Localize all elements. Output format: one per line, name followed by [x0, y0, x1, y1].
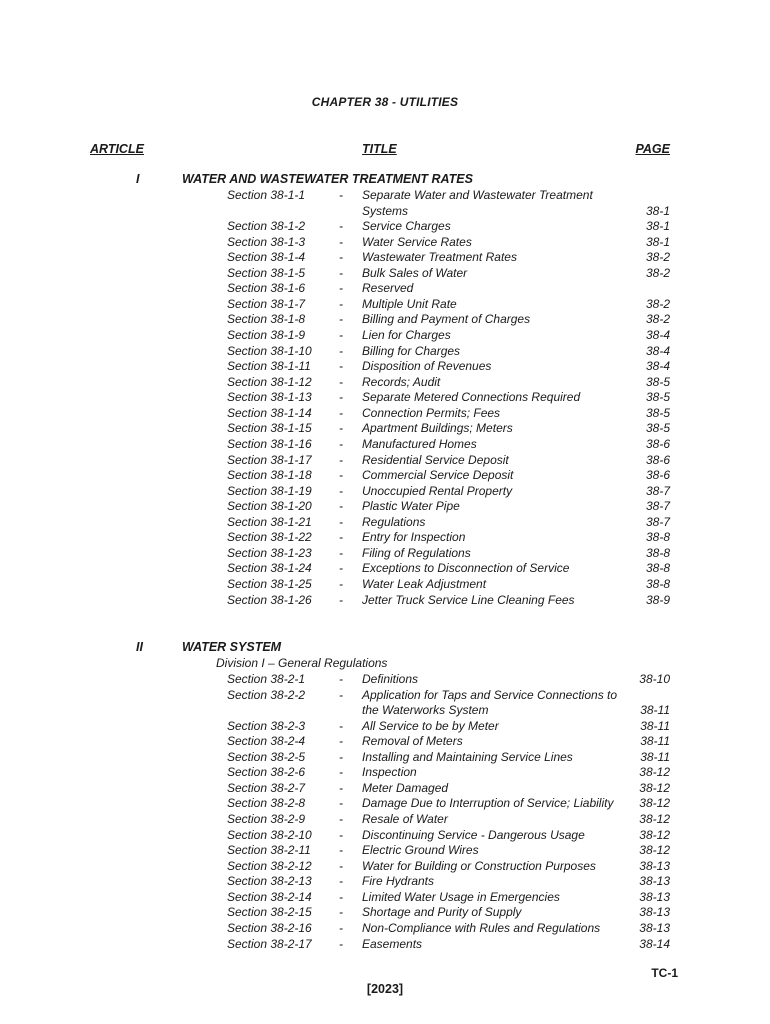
section-number: Section 38-2-10 [227, 827, 312, 842]
section-number: Section 38-1-16 [227, 436, 312, 451]
page-number: 38-11 [640, 718, 670, 733]
section-title: Unoccupied Rental Property [362, 483, 513, 498]
section-title: Commercial Service Deposit [362, 468, 514, 483]
section-number: Section 38-1-8 [227, 312, 306, 327]
chapter-title: CHAPTER 38 - UTILITIES [311, 95, 459, 109]
page-number: 38-11 [640, 703, 670, 718]
separator-dash: - [339, 281, 343, 296]
separator-dash: - [339, 188, 343, 202]
section-title: Reserved [362, 281, 414, 296]
separator-dash: - [339, 936, 343, 951]
toc-row [0, 359, 770, 375]
separator-dash: - [339, 889, 343, 904]
section-title: Connection Permits; Fees [362, 405, 501, 420]
toc-row [0, 188, 770, 204]
separator-dash: - [339, 765, 343, 780]
section-title: Exceptions to Disconnection of Service [362, 561, 570, 576]
toc-row [0, 890, 770, 906]
separator-dash: - [339, 734, 343, 749]
page-number: 38-14 [639, 936, 670, 951]
page-number: 38-2 [645, 265, 670, 280]
separator-dash: - [339, 234, 343, 249]
separator-dash: - [339, 687, 343, 702]
section-title: Billing for Charges [362, 343, 461, 358]
section-number: Section 38-2-6 [227, 765, 306, 780]
header-page: PAGE [635, 142, 670, 156]
section-number: Section 38-1-26 [227, 592, 312, 607]
section-title: Water Leak Adjustment [362, 577, 487, 591]
toc-row [0, 719, 770, 735]
article-2-number: II [136, 640, 143, 654]
section-number: Section 38-1-1 [227, 188, 306, 202]
page-number: 38-2 [645, 250, 670, 265]
toc-row [0, 468, 770, 484]
section-number: Section 38-2-15 [227, 905, 312, 920]
toc-row [0, 905, 770, 921]
page-number: 38-8 [645, 545, 670, 560]
section-title: Installing and Maintaining Service Lines [362, 749, 573, 764]
section-number: Section 38-1-10 [227, 343, 312, 358]
page-number: 38-12 [639, 796, 670, 811]
section-number: Section 38-2-16 [227, 920, 312, 935]
page-number: 38-11 [640, 734, 670, 749]
separator-dash: - [339, 827, 343, 842]
separator-dash: - [339, 843, 343, 858]
toc-row [0, 437, 770, 453]
separator-dash: - [339, 577, 343, 591]
section-title: Filing of Regulations [362, 545, 471, 560]
section-title: Entry for Inspection [362, 530, 466, 545]
section-title: Systems [362, 203, 409, 218]
toc-row [0, 204, 770, 220]
page-number: 38-13 [639, 874, 670, 889]
separator-dash: - [339, 296, 343, 311]
separator-dash: - [339, 530, 343, 545]
section-number: Section 38-1-17 [227, 452, 312, 467]
page-number: 38-6 [645, 436, 670, 451]
article-1-name: WATER AND WASTEWATER TREATMENT RATES [182, 172, 473, 186]
toc-row [0, 781, 770, 797]
toc-row [0, 921, 770, 937]
toc-row [0, 266, 770, 282]
page-number: 38-10 [639, 672, 670, 686]
footer-page-code: TC-1 [651, 966, 678, 980]
separator-dash: - [339, 343, 343, 358]
section-number: Section 38-2-7 [227, 780, 306, 795]
section-title: Billing and Payment of Charges [362, 312, 531, 327]
toc-row [0, 750, 770, 766]
section-title: Multiple Unit Rate [362, 296, 457, 311]
toc-row [0, 312, 770, 328]
section-number: Section 38-1-4 [227, 250, 306, 265]
section-number: Section 38-1-18 [227, 468, 312, 483]
page-number: 38-12 [639, 780, 670, 795]
page-number: 38-5 [645, 421, 670, 436]
section-number: Section 38-2-14 [227, 889, 312, 904]
toc-row [0, 546, 770, 562]
header-title: TITLE [362, 142, 397, 156]
section-title: All Service to be by Meter [362, 718, 499, 733]
section-number: Section 38-1-15 [227, 421, 312, 436]
section-number: Section 38-1-9 [227, 328, 306, 343]
section-title: Fire Hydrants [362, 874, 435, 889]
separator-dash: - [339, 514, 343, 529]
section-title: Electric Ground Wires [362, 843, 479, 858]
separator-dash: - [339, 359, 343, 374]
section-number: Section 38-1-24 [227, 561, 312, 576]
toc-row [0, 421, 770, 437]
separator-dash: - [339, 812, 343, 827]
toc-row [0, 703, 770, 719]
section-number: Section 38-1-6 [227, 281, 306, 296]
page-number: 38-7 [645, 483, 670, 498]
separator-dash: - [339, 436, 343, 451]
section-number: Section 38-1-19 [227, 483, 312, 498]
section-title: Non-Compliance with Rules and Regulations [362, 920, 601, 935]
section-number: Section 38-1-5 [227, 265, 306, 280]
section-number: Section 38-1-25 [227, 577, 312, 591]
section-title: Water Service Rates [362, 234, 472, 249]
section-number: Section 38-2-17 [227, 936, 312, 951]
section-number: Section 38-2-9 [227, 812, 306, 827]
page-number: 38-8 [645, 530, 670, 545]
page-number: 38-12 [639, 812, 670, 827]
toc-row [0, 859, 770, 875]
separator-dash: - [339, 421, 343, 436]
section-number: Section 38-2-12 [227, 858, 312, 873]
toc-row [0, 219, 770, 235]
separator-dash: - [339, 452, 343, 467]
section-number: Section 38-1-20 [227, 499, 312, 514]
toc-row [0, 484, 770, 500]
section-number: Section 38-1-14 [227, 405, 312, 420]
separator-dash: - [339, 858, 343, 873]
toc-row [0, 843, 770, 859]
separator-dash: - [339, 405, 343, 420]
page-number: 38-13 [639, 858, 670, 873]
section-title: Meter Damaged [362, 780, 449, 795]
page-number: 38-1 [645, 219, 670, 234]
section-title: Jetter Truck Service Line Cleaning Fees [362, 592, 575, 607]
separator-dash: - [339, 920, 343, 935]
page-number: 38-6 [645, 452, 670, 467]
separator-dash: - [339, 265, 343, 280]
page-number: 38-1 [645, 234, 670, 249]
section-number: Section 38-2-1 [227, 672, 306, 686]
page-number: 38-2 [645, 296, 670, 311]
section-number: Section 38-1-12 [227, 374, 312, 389]
section-number: Section 38-2-3 [227, 718, 306, 733]
toc-row [0, 375, 770, 391]
separator-dash: - [339, 468, 343, 483]
separator-dash: - [339, 718, 343, 733]
page-number: 38-6 [645, 468, 670, 483]
section-number: Section 38-2-8 [227, 796, 306, 811]
section-title: Apartment Buildings; Meters [362, 421, 513, 436]
separator-dash: - [339, 219, 343, 234]
toc-row [0, 796, 770, 812]
header-article: ARTICLE [90, 142, 144, 156]
page-number: 38-5 [645, 374, 670, 389]
footer-year: [2023] [366, 982, 404, 996]
section-number: Section 38-1-3 [227, 234, 306, 249]
toc-row [0, 765, 770, 781]
page-number: 38-5 [645, 405, 670, 420]
section-title: Inspection [362, 765, 417, 780]
section-title: Wastewater Treatment Rates [362, 250, 517, 265]
toc-row [0, 577, 770, 593]
toc-row [0, 328, 770, 344]
separator-dash: - [339, 749, 343, 764]
separator-dash: - [339, 374, 343, 389]
toc-row [0, 672, 770, 688]
section-number: Section 38-2-4 [227, 734, 306, 749]
separator-dash: - [339, 672, 343, 686]
toc-row [0, 688, 770, 704]
separator-dash: - [339, 905, 343, 920]
separator-dash: - [339, 561, 343, 576]
toc-row [0, 734, 770, 750]
section-title: Easements [362, 936, 423, 951]
section-title: Regulations [362, 514, 426, 529]
section-title: Service Charges [362, 219, 451, 234]
section-title: Manufactured Homes [362, 436, 477, 451]
toc-row [0, 297, 770, 313]
page-number: 38-11 [640, 749, 670, 764]
page-number: 38-5 [645, 390, 670, 405]
section-title: Bulk Sales of Water [362, 265, 468, 280]
toc-row [0, 530, 770, 546]
section-number: Section 38-1-11 [227, 359, 311, 374]
toc-row [0, 812, 770, 828]
section-number: Section 38-2-2 [227, 687, 306, 702]
section-number: Section 38-1-7 [227, 296, 306, 311]
separator-dash: - [339, 483, 343, 498]
page-number: 38-4 [645, 328, 670, 343]
section-title: Separate Water and Wastewater Treatment [362, 188, 593, 202]
toc-row [0, 281, 770, 297]
separator-dash: - [339, 328, 343, 343]
separator-dash: - [339, 545, 343, 560]
separator-dash: - [339, 796, 343, 811]
section-title: Damage Due to Interruption of Service; Liability [362, 796, 614, 811]
section-number: Section 38-2-13 [227, 874, 312, 889]
section-title: Residential Service Deposit [362, 452, 509, 467]
page-number: 38-4 [645, 343, 670, 358]
page-number: 38-12 [639, 765, 670, 780]
toc-row [0, 561, 770, 577]
section-title: Lien for Charges [362, 328, 451, 343]
section-number: Section 38-1-2 [227, 219, 306, 234]
section-title: Records; Audit [362, 374, 441, 389]
section-title: Disposition of Revenues [362, 359, 492, 374]
toc-row [0, 593, 770, 609]
separator-dash: - [339, 780, 343, 795]
section-number: Section 38-1-21 [227, 514, 312, 529]
page-number: 38-13 [639, 920, 670, 935]
section-title: Shortage and Purity of Supply [362, 905, 522, 920]
separator-dash: - [339, 390, 343, 405]
toc-row [0, 250, 770, 266]
section-title: Application for Taps and Service Connections to [362, 687, 618, 702]
separator-dash: - [339, 250, 343, 265]
toc-row [0, 344, 770, 360]
page-number: 38-7 [645, 514, 670, 529]
section-title: the Waterworks System [362, 703, 489, 718]
section-number: Section 38-2-5 [227, 749, 306, 764]
toc-row [0, 937, 770, 953]
section-title: Definitions [362, 672, 419, 686]
page-number: 38-9 [645, 592, 670, 607]
article-2-division: Division I – General Regulations [216, 656, 388, 670]
section-title: Removal of Meters [362, 734, 463, 749]
toc-row [0, 453, 770, 469]
page-number: 38-2 [645, 312, 670, 327]
page-number: 38-12 [639, 827, 670, 842]
section-title: Limited Water Usage in Emergencies [362, 889, 560, 904]
page-number: 38-12 [639, 843, 670, 858]
section-title: Separate Metered Connections Required [362, 390, 581, 405]
separator-dash: - [339, 874, 343, 889]
page-number: 38-8 [645, 561, 670, 576]
separator-dash: - [339, 592, 343, 607]
section-title: Water for Building or Construction Purposes [362, 858, 596, 873]
section-number: Section 38-1-13 [227, 390, 312, 405]
separator-dash: - [339, 312, 343, 327]
section-title: Discontinuing Service - Dangerous Usage [362, 827, 585, 842]
toc-row [0, 828, 770, 844]
separator-dash: - [339, 499, 343, 514]
page-number: 38-8 [645, 577, 670, 591]
page-number: 38-13 [639, 905, 670, 920]
section-title: Plastic Water Pipe [362, 499, 460, 514]
toc-row [0, 235, 770, 251]
toc-row [0, 406, 770, 422]
toc-row [0, 499, 770, 515]
article-2-name: WATER SYSTEM [182, 640, 282, 654]
toc-row [0, 390, 770, 406]
page-number: 38-4 [645, 359, 670, 374]
page-number: 38-13 [639, 889, 670, 904]
section-number: Section 38-2-11 [227, 843, 311, 858]
article-1-number: I [136, 172, 140, 186]
section-title: Resale of Water [362, 812, 448, 827]
page-number: 38-7 [645, 499, 670, 514]
page-number: 38-1 [645, 203, 670, 218]
toc-row [0, 874, 770, 890]
toc-row [0, 515, 770, 531]
section-number: Section 38-1-22 [227, 530, 312, 545]
section-number: Section 38-1-23 [227, 545, 312, 560]
